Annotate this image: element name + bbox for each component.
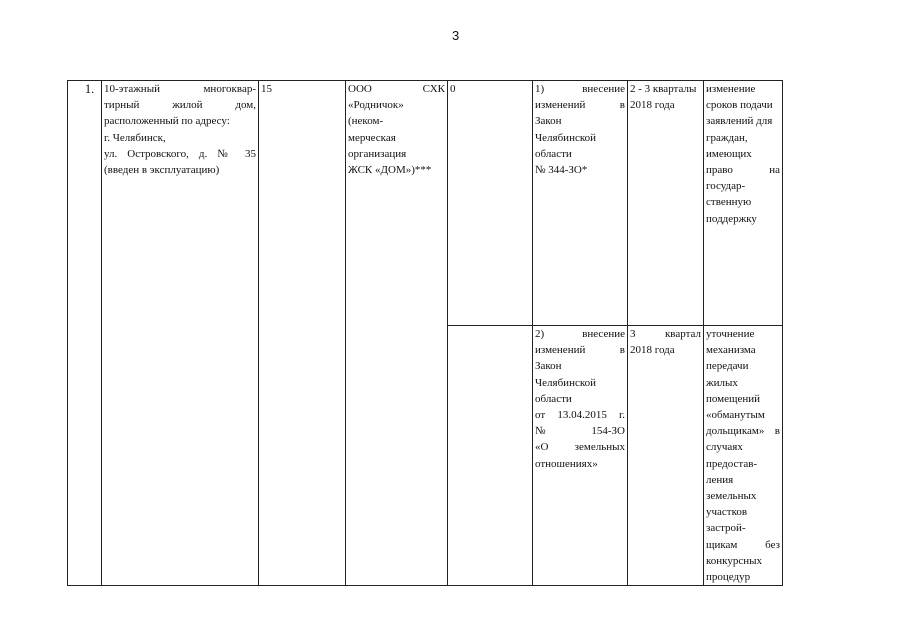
goal-line: земельных	[706, 490, 757, 503]
measure-goal-cell	[704, 81, 783, 326]
measure-term-cell	[628, 326, 704, 586]
developer-line: организация	[348, 147, 407, 160]
measure-goal-cell	[704, 326, 783, 586]
object-line: расположенный по адресу:	[104, 115, 230, 128]
object-line: ул. Островского, д. № 35	[104, 147, 256, 160]
term-line: 2018 года	[630, 99, 675, 112]
object-line: 10-этажный многоквар-	[104, 83, 256, 95]
goal-line: щикам без	[706, 538, 780, 551]
action-line: отношениях»	[535, 457, 598, 470]
row-number-cell	[68, 81, 102, 586]
empty-cell	[448, 326, 533, 586]
object-line: г. Челябинск,	[104, 131, 166, 144]
goal-line: ления	[706, 473, 734, 486]
action-line: изменений в	[535, 99, 625, 112]
developer-line: мерческая	[348, 131, 396, 144]
goal-line: застрой-	[706, 522, 746, 535]
developer-line: «Родничок»	[348, 99, 404, 112]
zero-value: 0	[450, 83, 456, 95]
action-line: изменений в	[535, 344, 625, 357]
table-row	[68, 81, 783, 326]
action-line: области	[535, 392, 572, 405]
measure-action-cell	[533, 81, 628, 326]
developer-line: ООО СХК	[348, 83, 445, 95]
count-cell	[259, 81, 346, 586]
row-number: 1.	[84, 82, 95, 96]
term-line: 2018 года	[630, 344, 675, 357]
action-line: области	[535, 147, 572, 160]
action-line: «О земельных	[535, 441, 625, 454]
developer-cell	[346, 81, 448, 586]
term-line: 3 квартал	[630, 328, 701, 340]
goal-line: передачи	[706, 360, 749, 373]
object-line: тирный жилой дом,	[104, 99, 256, 112]
goal-line: конкурсных	[706, 554, 763, 567]
goal-line: граждан,	[706, 131, 748, 144]
goal-line: имеющих	[706, 147, 752, 160]
goal-line: жилых	[706, 376, 738, 389]
count-value: 15	[261, 83, 272, 95]
page-number: 3	[452, 28, 460, 43]
action-line: № 344-ЗО*	[535, 164, 588, 177]
goal-line: сроков подачи	[706, 99, 773, 112]
goal-line: дольщикам» в	[706, 425, 780, 438]
goal-line: помещений	[706, 392, 761, 405]
goal-line: ственную	[706, 196, 752, 209]
goal-line: право на	[706, 164, 780, 177]
goal-line: предостав-	[706, 457, 758, 470]
action-line: 1) внесение	[535, 83, 625, 95]
action-line: от 13.04.2015 г.	[535, 409, 625, 422]
goal-line: «обманутым	[706, 409, 765, 422]
developer-line: (неком-	[348, 115, 384, 128]
goal-line: участков	[706, 506, 748, 519]
goal-line: поддержку	[706, 212, 757, 225]
action-line: Закон	[535, 115, 562, 128]
term-line: 2 - 3 кварталы	[630, 83, 697, 95]
action-line: Челябинской	[535, 376, 597, 389]
goal-line: уточнение	[706, 328, 755, 340]
action-line: 2) внесение	[535, 328, 625, 340]
goal-line: заявлений для	[706, 115, 773, 128]
goal-line: государ-	[706, 180, 746, 193]
measure-term-cell	[628, 81, 704, 326]
goal-line: случаях	[706, 441, 743, 454]
goal-line: процедур	[706, 571, 751, 584]
action-line: Челябинской	[535, 131, 597, 144]
developer-line: ЖСК «ДОМ»)***	[348, 164, 432, 177]
measure-action-cell	[533, 326, 628, 586]
object-cell	[102, 81, 259, 586]
action-line: Закон	[535, 360, 562, 373]
program-table	[67, 80, 783, 586]
zero-cell	[448, 81, 533, 326]
object-line: (введен в эксплуатацию)	[104, 164, 220, 177]
action-line: № 154-ЗО	[535, 425, 625, 438]
goal-line: изменение	[706, 83, 756, 95]
goal-line: механизма	[706, 344, 756, 357]
